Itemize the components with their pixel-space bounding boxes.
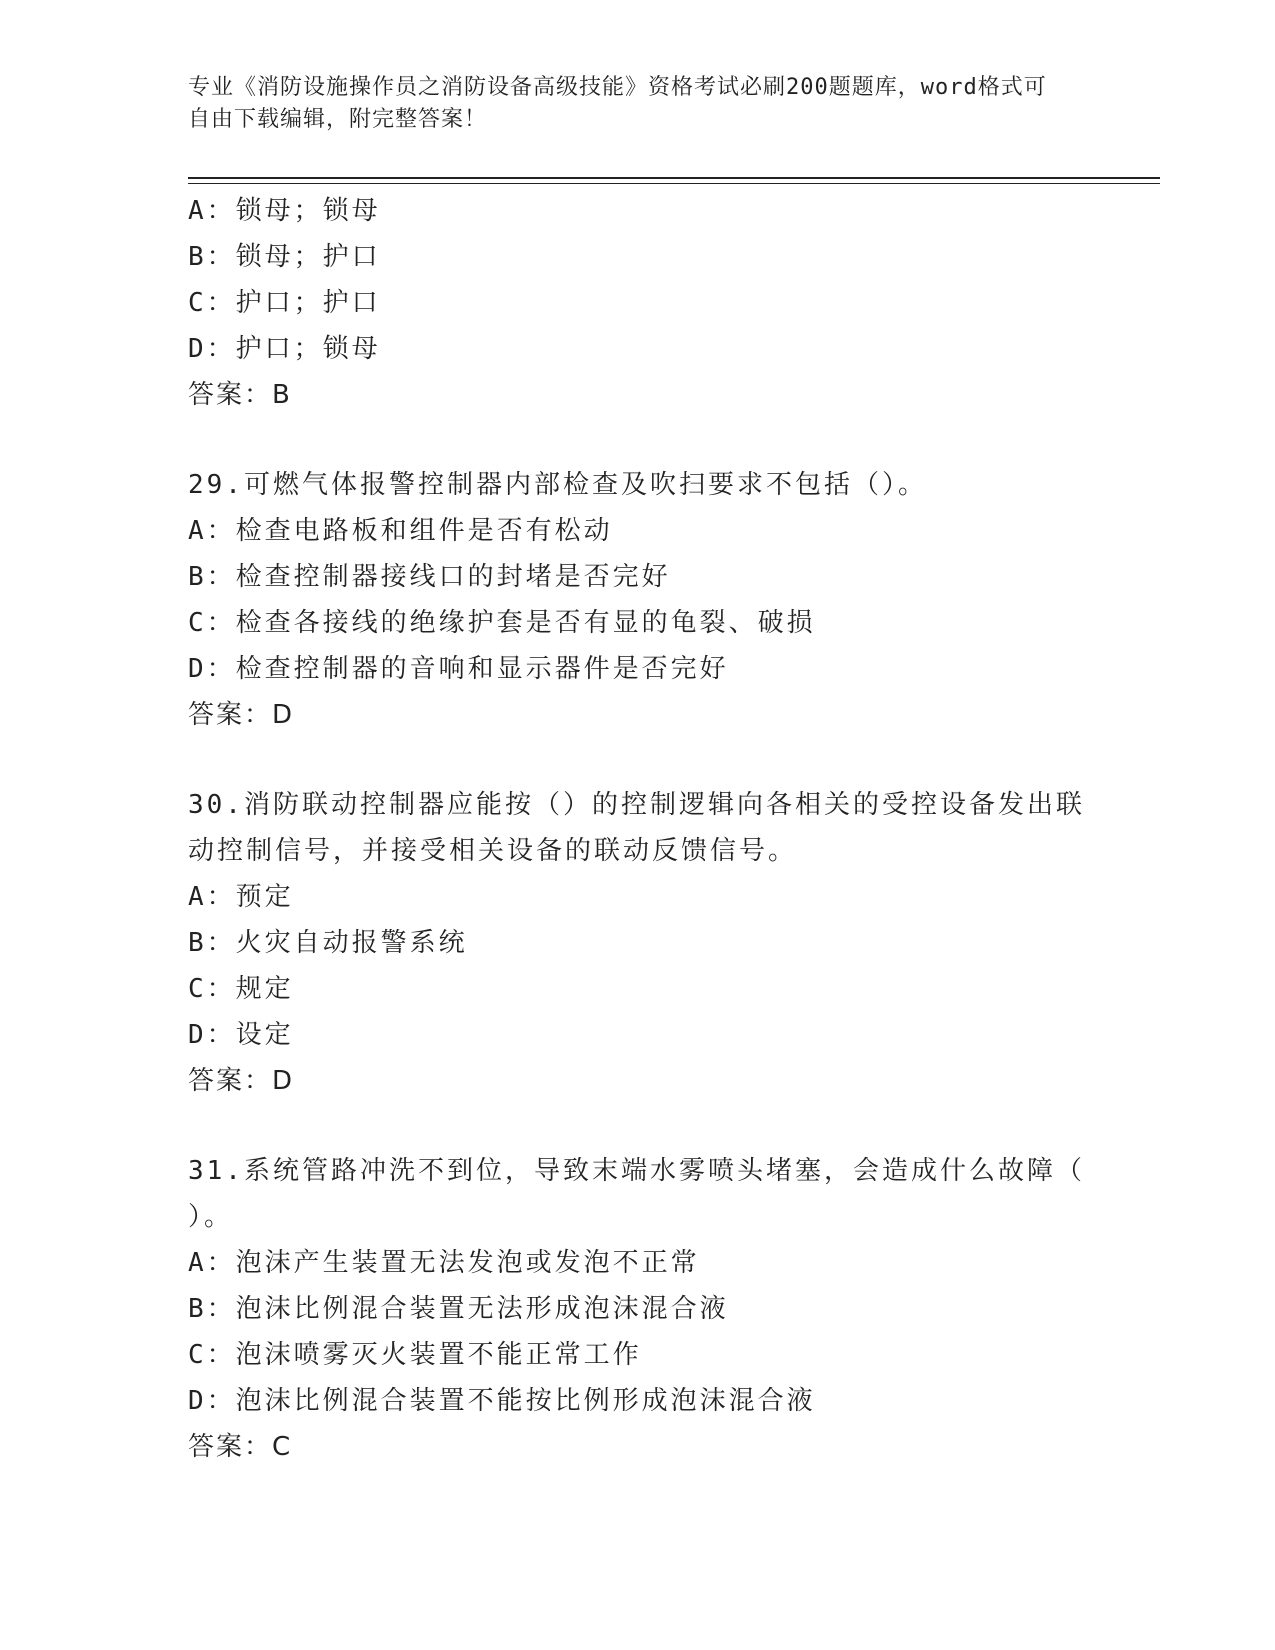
option-c: C：规定: [188, 974, 294, 1004]
spacer: [188, 738, 1088, 782]
prev-question-block: [188, 188, 1088, 418]
option-a: A：预定: [188, 882, 294, 912]
answer: 答案：D: [188, 1066, 295, 1096]
option-a: A：锁母；锁母: [188, 196, 381, 226]
answer: 答案：C: [188, 1432, 293, 1462]
question-content: [188, 188, 1088, 1470]
answer: 答案：B: [188, 380, 292, 410]
question-stem-line-2: 动控制信号，并接受相关设备的联动反馈信号。: [188, 836, 798, 866]
option-b: B：火灾自动报警系统: [188, 928, 468, 958]
question-stem-line-1: 31.系统管路冲洗不到位，导致末端水雾喷头堵塞，会造成什么故障（: [188, 1156, 1085, 1186]
header-rule-thin: [188, 183, 1160, 184]
option-d: D：泡沫比例混合装置不能按比例形成泡沫混合液: [188, 1386, 816, 1416]
option-a: A：检查电路板和组件是否有松动: [188, 516, 613, 546]
option-d: D：设定: [188, 1020, 294, 1050]
question-stem: 29.可燃气体报警控制器内部检查及吹扫要求不包括（）。: [188, 470, 927, 500]
question-stem-line-2: ）。: [188, 1202, 234, 1232]
option-d: D：检查控制器的音响和显示器件是否完好: [188, 654, 729, 684]
option-d: D：护口；锁母: [188, 334, 381, 364]
option-b: B：泡沫比例混合装置无法形成泡沫混合液: [188, 1294, 729, 1324]
option-c: C：检查各接线的绝缘护套是否有显的龟裂、破损: [188, 608, 816, 638]
header-rule-thick: [188, 177, 1160, 179]
document-header: 专业《消防设施操作员之消防设备高级技能》资格考试必刷200题题库，word格式可自由下载编辑，附完整答案！: [188, 75, 1047, 132]
option-b: B：检查控制器接线口的封堵是否完好: [188, 562, 671, 592]
spacer: [188, 418, 1088, 462]
option-a: A：泡沫产生装置无法发泡或发泡不正常: [188, 1248, 700, 1278]
question-stem-line-1: 30.消防联动控制器应能按（）的控制逻辑向各相关的受控设备发出联: [188, 790, 1085, 820]
option-b: B：锁母；护口: [188, 242, 381, 272]
answer: 答案：D: [188, 700, 295, 730]
question-31-block: [188, 1148, 1088, 1470]
question-29-block: [188, 462, 1088, 738]
spacer: [188, 1104, 1088, 1148]
option-c: C：护口；护口: [188, 288, 381, 318]
option-c: C：泡沫喷雾灭火装置不能正常工作: [188, 1340, 642, 1370]
question-30-block: [188, 782, 1088, 1104]
